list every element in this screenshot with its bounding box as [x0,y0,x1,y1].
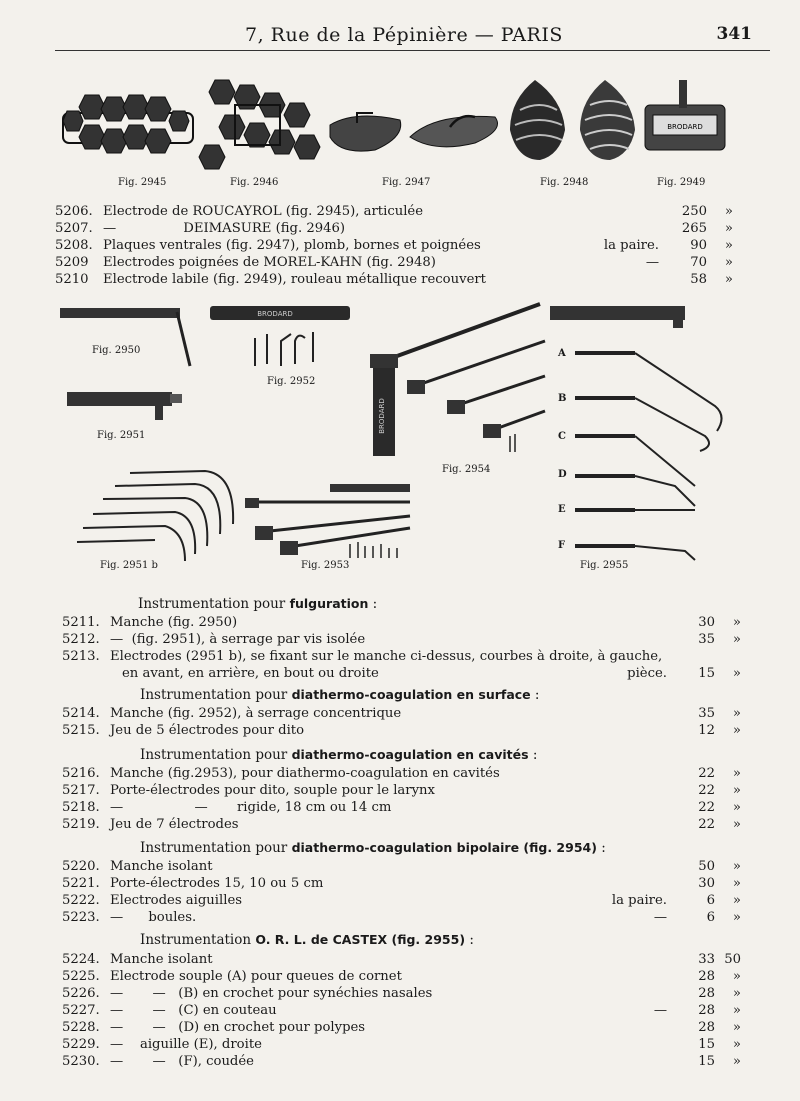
item-unit: pièce. [627,666,667,681]
item-number: 5226. [62,986,100,1001]
brand-label: BRODARD [378,398,386,434]
price-cents: » [732,706,741,721]
section-heading-bold: diathermo-coagulation en cavités [291,747,529,762]
price-row [62,859,745,876]
section-heading-suffix: : [530,687,540,703]
price-cents: » [732,1003,741,1018]
price-row [55,204,745,221]
fig-2948-label: Fig. 2948 [540,177,589,188]
item-description: Electrode souple (A) pour queues de cornet [110,969,402,984]
price-cents: » [732,893,741,908]
item-price: 15 [698,666,715,681]
price-cents: » [732,783,741,798]
section-heading-prefix: Instrumentation pour [140,840,292,856]
section-heading-prefix: Instrumentation pour [140,747,292,763]
item-price: 50 [698,859,715,874]
brand-label: BRODARD [667,123,703,131]
item-description: Electrodes (2951 b), se fixant sur le manche ci-dessus, courbes à droite, à gauche, [110,649,663,664]
item-price: 70 [690,255,707,270]
fulguration-handle-figure [60,308,190,366]
castex-letter-d: D [558,469,567,480]
price-row [55,238,745,255]
item-price: 6 [706,893,715,908]
item-description: Electrodes poignées de MOREL-KAHN (fig. 2948) [103,255,436,270]
item-number: 5215. [62,723,100,738]
item-description: — — (D) en crochet pour polypes [110,1020,366,1035]
fig-2945-label: Fig. 2945 [118,177,167,188]
price-row [62,1054,745,1071]
item-description: — (fig. 2951), à serrage par vis isolée [110,632,366,647]
price-cents: » [724,204,733,219]
item-price: 58 [690,272,707,287]
item-price: 22 [698,783,715,798]
item-number: 5208. [55,238,93,253]
section-heading-bold: diathermo-coagulation en surface [291,687,531,702]
price-cents: » [732,910,741,925]
item-price: 12 [698,723,715,738]
item-unit: — [653,910,667,925]
middle-figures-illustration [55,296,745,586]
section-heading-suffix: : [528,747,538,763]
price-cents: » [724,221,733,236]
price-cents: » [724,255,733,270]
item-description: Jeu de 5 électrodes pour dito [110,723,305,738]
page-title: 7, Rue de la Pépinière — PARIS [245,24,563,46]
item-number: 5221. [62,876,100,891]
price-row [55,221,745,238]
item-number: 5230. [62,1054,100,1069]
castex-letter-f: F [558,540,566,551]
item-number: 5212. [62,632,100,647]
item-number: 5222. [62,893,100,908]
price-row [62,1037,745,1054]
section-heading [140,687,539,703]
item-number: 5223. [62,910,100,925]
item-unit: — [645,255,659,270]
ventral-plates-figure [330,113,498,151]
item-description: — — rigide, 18 cm ou 14 cm [110,800,392,815]
price-cents: » [724,272,733,287]
section-heading [138,596,377,612]
price-row [62,615,745,632]
price-row [62,649,745,666]
item-number: 5227. [62,1003,100,1018]
labile-electrode-figure [645,80,725,150]
price-row [62,986,745,1003]
item-number: 5225. [62,969,100,984]
section-heading-suffix: : [596,840,606,856]
item-number: 5219. [62,817,100,832]
item-description: Manche (fig. 2950) [110,615,238,630]
item-number: 5213. [62,649,100,664]
price-cents: » [732,666,741,681]
castex-instruments-figure [550,306,722,560]
item-price: 28 [698,986,715,1001]
item-price: 28 [698,969,715,984]
item-description: — — (B) en crochet pour synéchies nasales [110,986,433,1001]
section-heading-suffix: : [368,596,378,612]
item-description: — DEIMASURE (fig. 2946) [103,221,346,236]
section-heading-prefix: Instrumentation [140,932,256,948]
price-row [55,272,745,289]
item-number: 5209 [55,255,89,270]
castex-letter-b: B [558,393,567,404]
fig-2946-label: Fig. 2946 [230,177,279,188]
item-price: 35 [698,632,715,647]
item-number: 5216. [62,766,100,781]
price-row [62,893,745,910]
section-heading [140,840,606,856]
price-cents: » [732,615,741,630]
castex-letter-e: E [558,504,566,515]
price-cents: » [724,238,733,253]
price-row [62,952,745,969]
item-price: 250 [681,204,707,219]
section-heading [140,932,474,948]
item-description: Porte-électrodes 15, 10 ou 5 cm [110,876,324,891]
deimasure-electrode-figure [199,80,320,169]
item-description: — boules. [110,910,197,925]
item-description: Manche (fig.2953), pour diathermo-coagulation en cavités [110,766,500,781]
fig-2955-label: Fig. 2955 [580,560,629,571]
price-row [62,1020,745,1037]
item-description: Electrodes aiguilles [110,893,243,908]
item-price: 35 [698,706,715,721]
item-unit: la paire. [603,238,659,253]
item-number: 5210 [55,272,89,287]
price-cents: » [732,817,741,832]
price-row [62,817,745,834]
price-row [62,706,745,723]
item-price: 22 [698,817,715,832]
section-heading-prefix: Instrumentation pour [138,596,290,612]
item-price: 15 [698,1054,715,1069]
item-description: Manche isolant [110,952,213,967]
castex-letter-c: C [558,431,566,442]
bipolar-handle-figure [370,304,545,456]
section-heading-prefix: Instrumentation pour [140,687,292,703]
price-row [62,723,745,740]
item-description: Plaques ventrales (fig. 2947), plomb, bornes et poignées [103,238,481,253]
page-number: 341 [716,24,752,44]
price-cents: » [732,632,741,647]
price-row [62,969,745,986]
price-cents: » [732,1037,741,1052]
section-heading-suffix: : [465,932,474,948]
price-row [62,632,745,649]
price-cents: 50 [724,952,741,967]
section-heading-bold: diathermo-coagulation bipolaire (fig. 2954) [291,840,597,855]
price-row [62,783,745,800]
item-description: Manche isolant [110,859,213,874]
price-row [62,666,745,683]
cavity-handle-figure [245,484,410,558]
item-price: 28 [698,1003,715,1018]
item-description: Porte-électrodes pour dito, souple pour le larynx [110,783,435,798]
fig-2950-label: Fig. 2950 [92,345,141,356]
fig-2947-label: Fig. 2947 [382,177,431,188]
item-number: 5207. [55,221,93,236]
item-description: en avant, en arrière, en bout ou droite [122,666,379,681]
price-cents: » [732,1020,741,1035]
page-header [0,22,800,52]
item-description: Electrode de ROUCAYROL (fig. 2945), articulée [103,204,424,219]
price-row [55,255,745,272]
header-rule [55,50,770,51]
curved-electrodes-figure [77,471,233,561]
price-cents: » [732,969,741,984]
item-price: 90 [690,238,707,253]
isolated-handle-figure [67,392,182,420]
item-unit: — [653,1003,667,1018]
price-row [62,1003,745,1020]
item-number: 5229. [62,1037,100,1052]
item-number: 5214. [62,706,100,721]
concentric-handle-figure [210,306,350,366]
roucayrol-electrode-figure [63,95,193,153]
morel-kahn-electrodes-figure [510,80,635,160]
price-row [62,876,745,893]
fig-2954-label: Fig. 2954 [442,464,491,475]
item-description: Electrode labile (fig. 2949), rouleau métallique recouvert [103,272,486,287]
price-cents: » [732,986,741,1001]
item-price: 22 [698,766,715,781]
price-row [62,766,745,783]
castex-letter-a: A [558,348,566,359]
fig-2952-label: Fig. 2952 [267,376,316,387]
fig-2953-label: Fig. 2953 [301,560,350,571]
section-heading-bold: fulguration [289,596,369,611]
item-number: 5224. [62,952,100,967]
item-unit: la paire. [611,893,667,908]
item-number: 5211. [62,615,100,630]
item-price: 33 [698,952,715,967]
fig-2949-label: Fig. 2949 [657,177,706,188]
item-description: — aiguille (E), droite [110,1037,262,1052]
section-heading-bold: O. R. L. de CASTEX (fig. 2955) [255,932,466,947]
item-number: 5220. [62,859,100,874]
price-cents: » [732,766,741,781]
item-price: 22 [698,800,715,815]
item-price: 30 [698,876,715,891]
price-cents: » [732,1054,741,1069]
price-cents: » [732,723,741,738]
top-figures-illustration [55,75,775,175]
price-row [62,800,745,817]
price-cents: » [732,859,741,874]
item-description: Manche (fig. 2952), à serrage concentrique [110,706,402,721]
item-description: Jeu de 7 électrodes [110,817,239,832]
price-cents: » [732,800,741,815]
fig-2951-label: Fig. 2951 [97,430,146,441]
item-number: 5206. [55,204,93,219]
item-number: 5228. [62,1020,100,1035]
item-description: — — (C) en couteau [110,1003,277,1018]
price-cents: » [732,876,741,891]
item-number: 5217. [62,783,100,798]
item-price: 28 [698,1020,715,1035]
item-description: — — (F), coudée [110,1054,254,1069]
item-price: 265 [681,221,707,236]
brand-label: BRODARD [257,310,293,318]
fig-2951b-label: Fig. 2951 b [100,560,158,571]
item-price: 6 [706,910,715,925]
item-price: 15 [698,1037,715,1052]
item-price: 30 [698,615,715,630]
section-heading [140,747,537,763]
item-number: 5218. [62,800,100,815]
price-row [62,910,745,927]
